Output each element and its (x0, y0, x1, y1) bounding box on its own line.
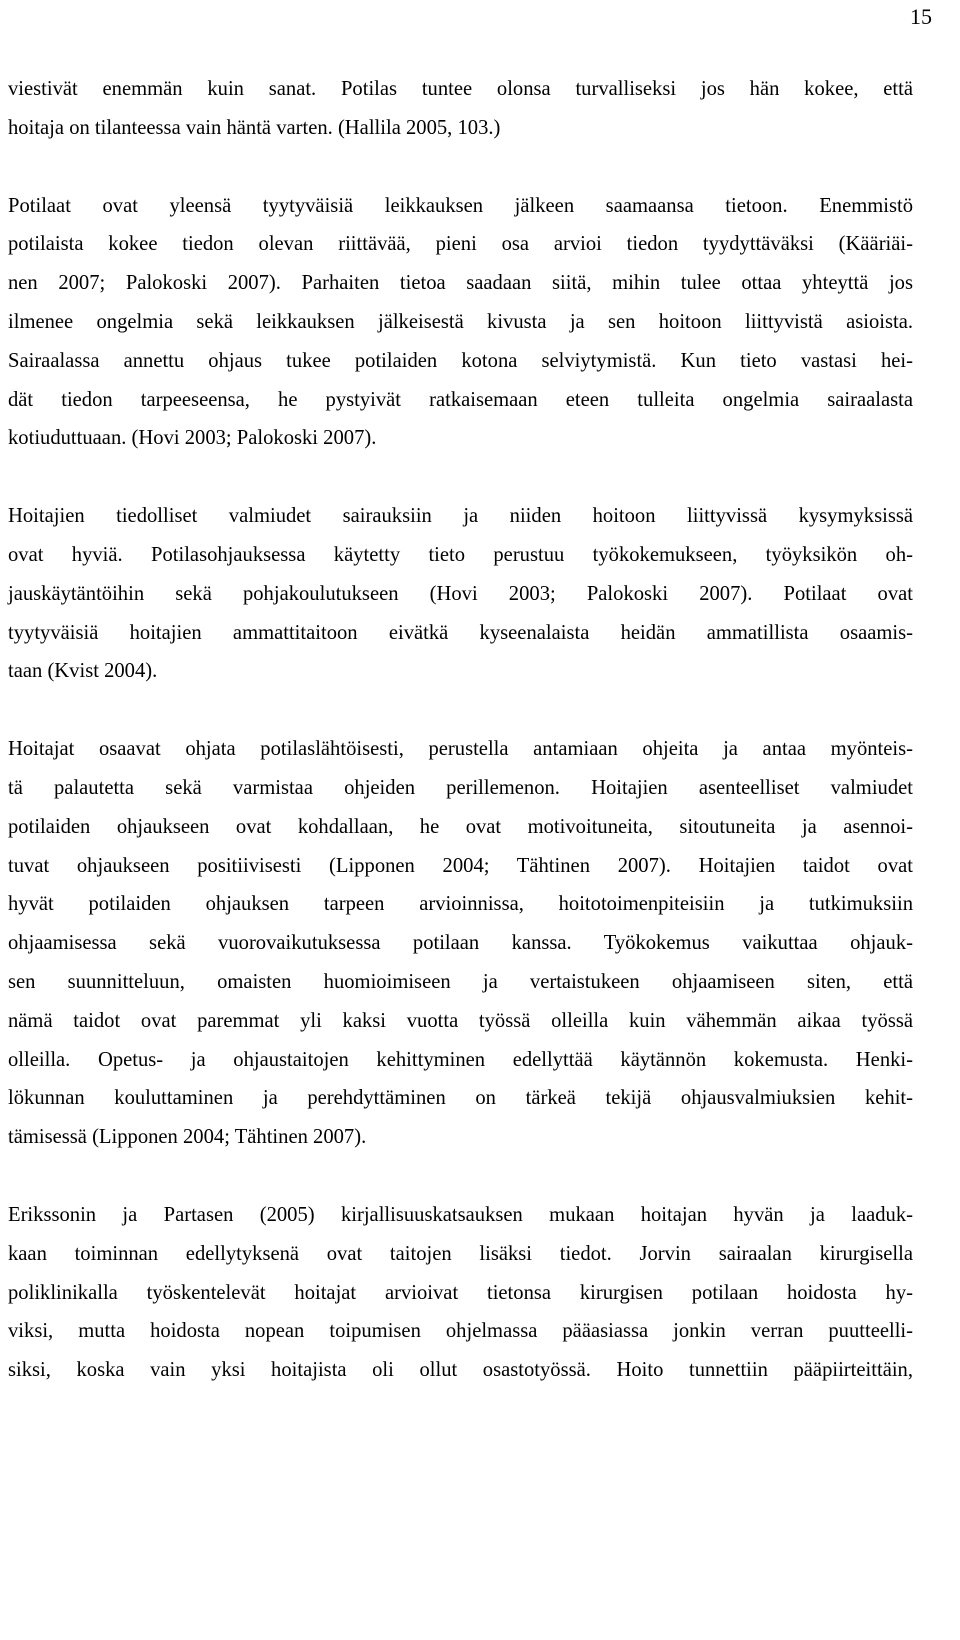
paragraph (8, 497, 913, 691)
text-line: olleilla. Opetus- ja ohjaustaitojen kehittyminen edellyttää käytännön kokemusta. Henki- (8, 1048, 913, 1071)
text-line: dät tiedon tarpeeseensa, he pystyivät ratkaisemaan eteen tulleita ongelmia sairaalasta (8, 388, 913, 411)
text-line: lökunnan kouluttaminen ja perehdyttäminen on tärkeä tekijä ohjausvalmiuksien kehit- (8, 1087, 913, 1110)
text-line: Erikssonin ja Partasen (2005) kirjallisuuskatsauksen mukaan hoitajan hyvän ja laaduk- (8, 1203, 913, 1226)
text-line: nämä taidot ovat paremmat yli kaksi vuotta työssä olleilla kuin vähemmän aikaa työssä (8, 1009, 913, 1032)
text-line: Hoitajat osaavat ohjata potilaslähtöisesti, perustella antamiaan ohjeita ja antaa myönteis- (8, 738, 913, 761)
text-line: kaan toiminnan edellytyksenä ovat taitojen lisäksi tiedot. Jorvin sairaalan kirurgisella (8, 1242, 913, 1265)
text-line: kotiuduttuaan. (Hovi 2003; Palokoski 2007). (8, 427, 377, 450)
paragraph (8, 70, 913, 148)
text-line: viestivät enemmän kuin sanat. Potilas tuntee olonsa turvalliseksi jos hän kokee, että (8, 78, 913, 100)
text-line: tuvat ohjaukseen positiivisesti (Lipponen 2004; Tähtinen 2007). Hoitajien taidot ovat (8, 854, 913, 877)
text-line: potilaiden ohjaukseen ovat kohdallaan, he ovat motivoituneita, sitoutuneita ja asennoi- (8, 815, 913, 838)
text-line: siksi, koska vain yksi hoitajista oli ollut osastotyössä. Hoito tunnettiin pääpiirteittäin, (8, 1359, 913, 1382)
text-line: ovat hyviä. Potilasohjauksessa käytetty tieto perustuu työkokemukseen, työyksikön oh- (8, 543, 913, 566)
text-line: tyytyväisiä hoitajien ammattitaitoon eivätkä kyseenalaista heidän ammatillista osaamis- (8, 621, 913, 644)
paragraph (8, 730, 913, 1157)
text-line: hyvät potilaiden ohjauksen tarpeen arvioinnissa, hoitotoimenpiteisiin ja tutkimuksiin (8, 893, 913, 916)
text-line: Sairaalassa annettu ohjaus tukee potilaiden kotona selviytymistä. Kun tieto vastasi hei- (8, 349, 913, 372)
text-line: jauskäytäntöihin sekä pohjakoulutukseen (Hovi 2003; Palokoski 2007). Potilaat ovat (8, 582, 913, 605)
text-line: poliklinikalla työskentelevät hoitajat arvioivat tietonsa kirurgisen potilaan hoidosta hy- (8, 1281, 913, 1304)
text-line: potilaista kokee tiedon olevan riittävää, pieni osa arvioi tiedon tyydyttäväksi (Kääriäi- (8, 233, 913, 256)
paragraph (8, 187, 913, 459)
text-line: viksi, mutta hoidosta nopean toipumisen ohjelmassa pääasiassa jonkin verran puutteelli- (8, 1320, 913, 1343)
text-line: Hoitajien tiedolliset valmiudet sairauksiin ja niiden hoitoon liittyvissä kysymyksissä (8, 505, 913, 528)
text-line: ilmenee ongelmia sekä leikkauksen jälkeisestä kivusta ja sen hoitoon liittyvistä asioista. (8, 310, 913, 333)
text-line: tä palautetta sekä varmistaa ohjeiden perillemenon. Hoitajien asenteelliset valmiudet (8, 776, 913, 799)
text-line: taan (Kvist 2004). (8, 660, 158, 683)
text-line: hoitaja on tilanteessa vain häntä varten. (Hallila 2005, 103.) (8, 116, 501, 139)
text-line: nen 2007; Palokoski 2007). Parhaiten tietoa saadaan siitä, mihin tulee ottaa yhteyttä jos (8, 272, 913, 295)
text-line: ohjaamisessa sekä vuorovaikutuksessa potilaan kanssa. Työkokemus vaikuttaa ohjauk- (8, 932, 913, 955)
text-line: tämisessä (Lipponen 2004; Tähtinen 2007). (8, 1126, 367, 1149)
text-line: sen suunnitteluun, omaisten huomioimiseen ja vertaistukeen ohjaamiseen siten, että (8, 970, 913, 993)
page-number: 15 (910, 4, 932, 29)
paragraph (8, 1196, 913, 1390)
text-line: Potilaat ovat yleensä tyytyväisiä leikkauksen jälkeen saamaansa tietoon. Enemmistö (8, 194, 913, 217)
body-text (8, 70, 913, 1390)
